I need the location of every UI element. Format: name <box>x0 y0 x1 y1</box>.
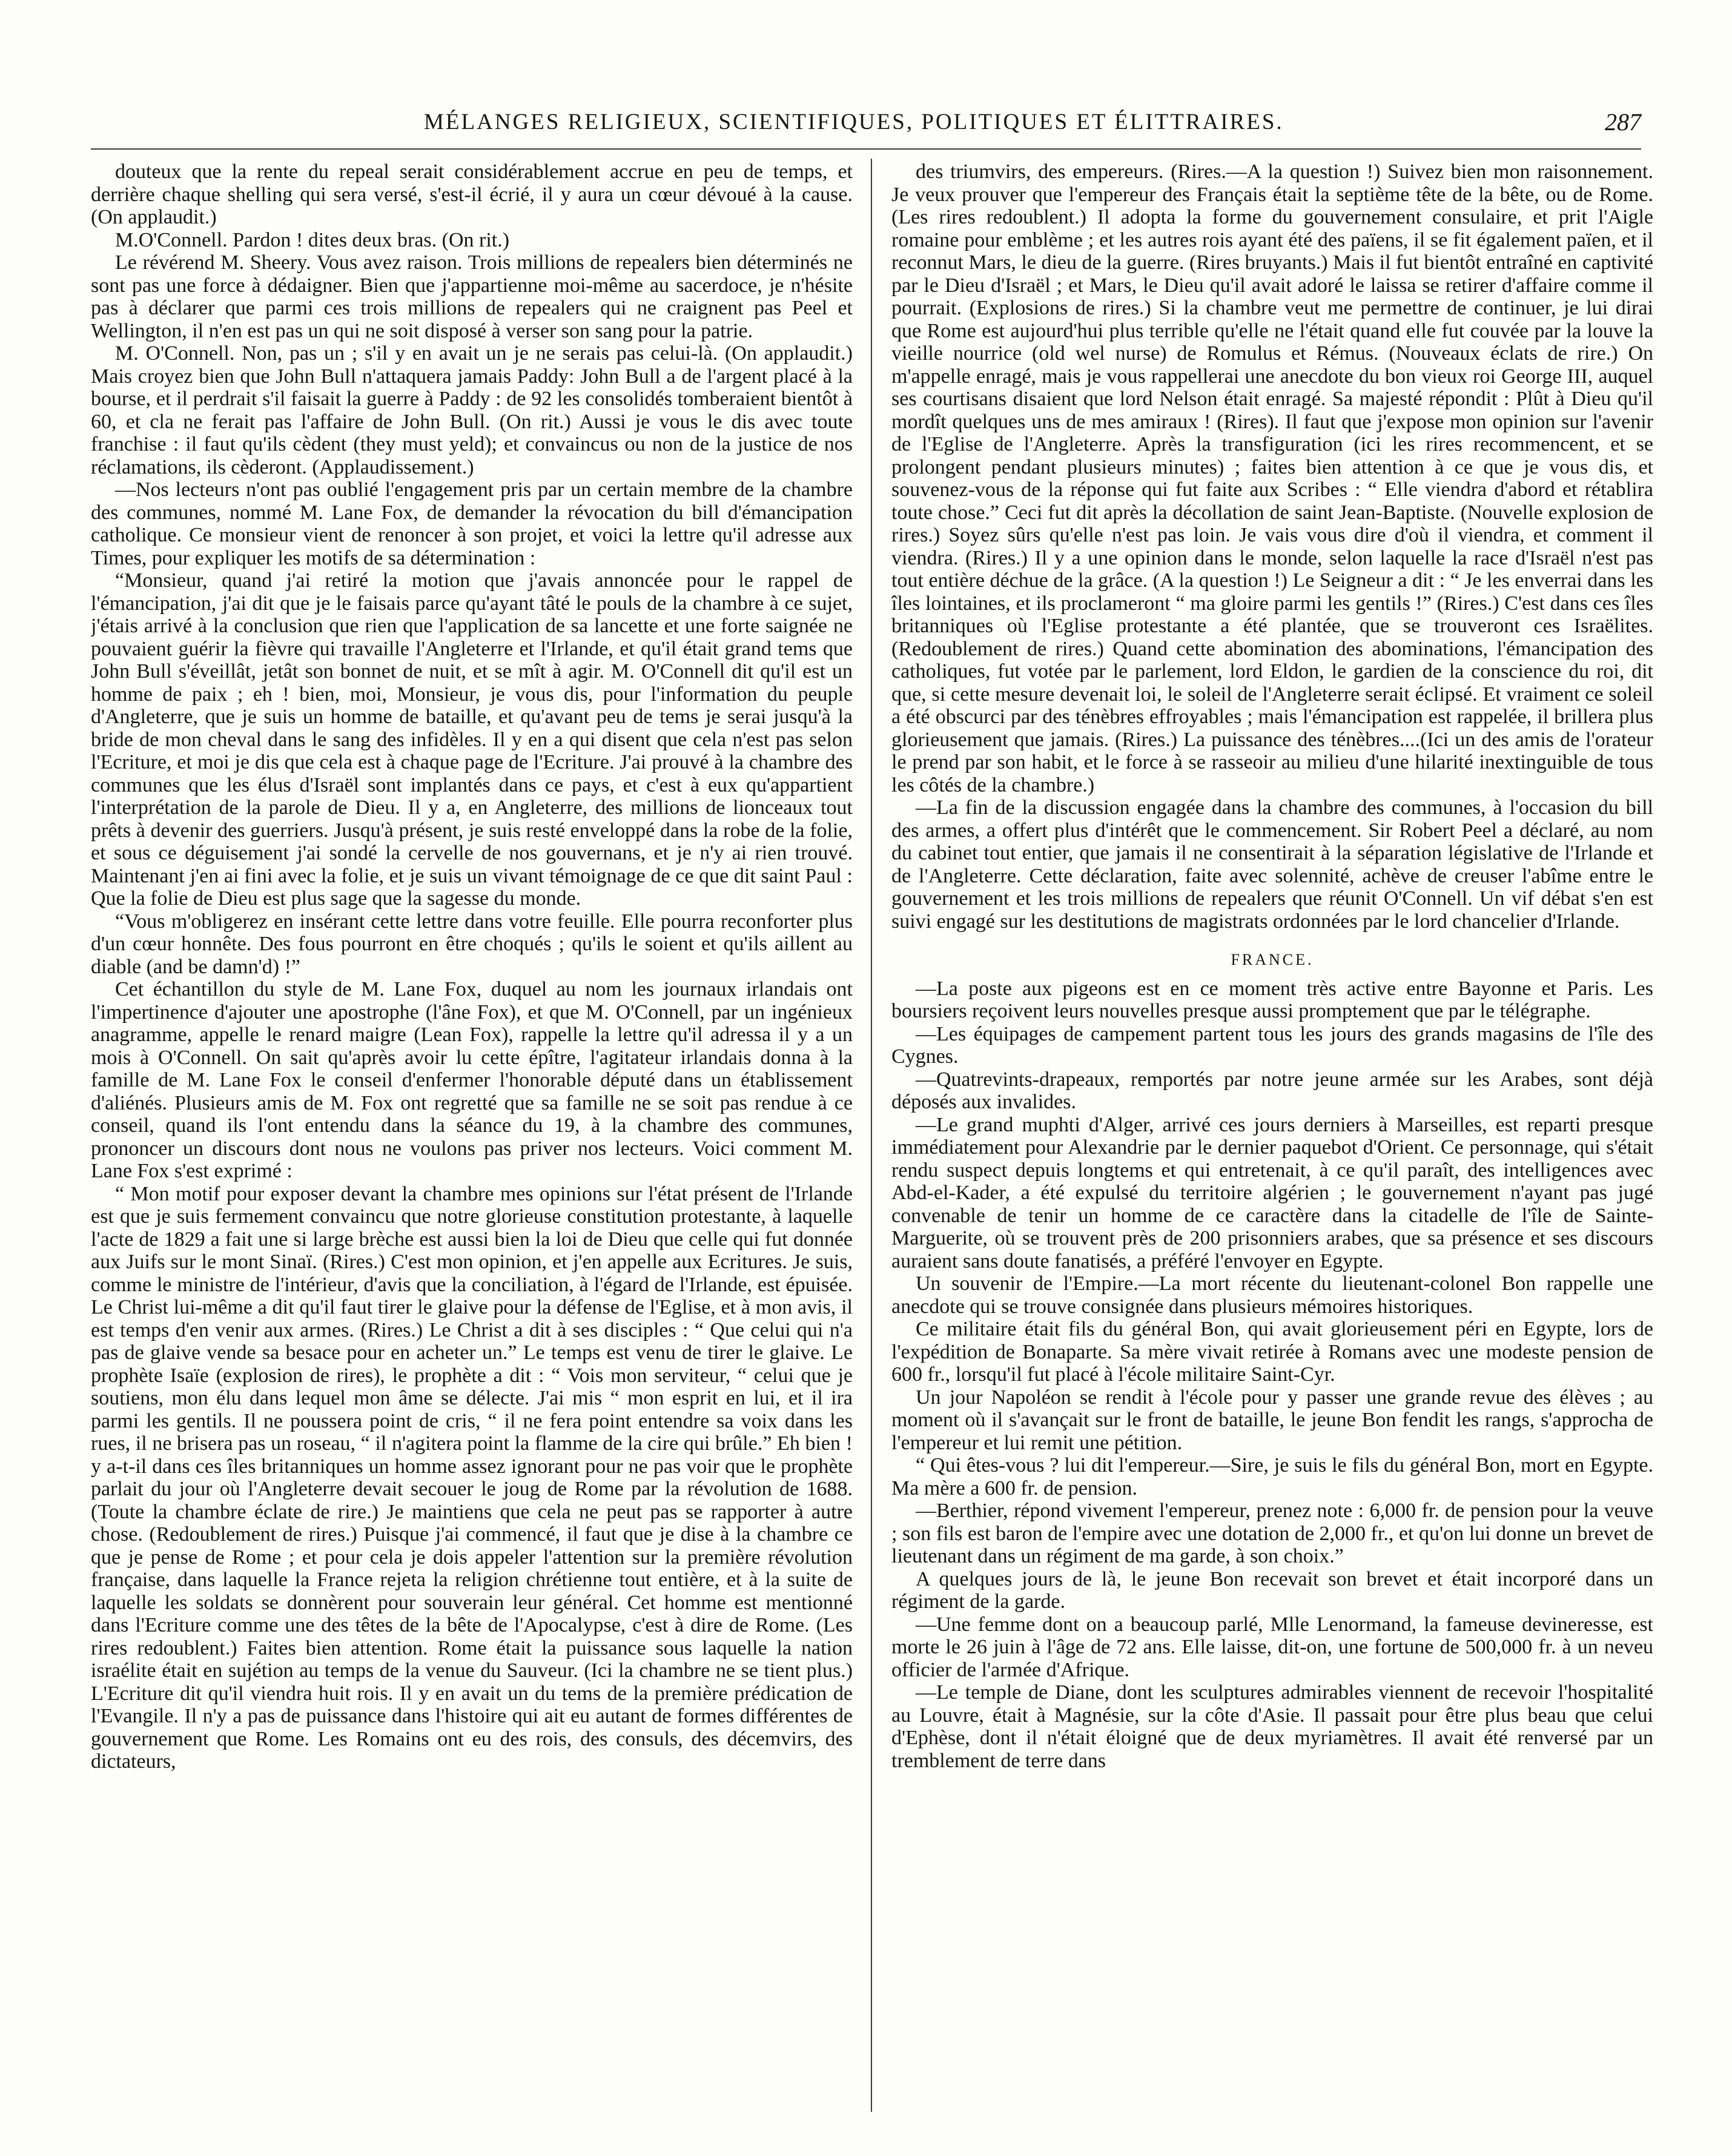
paragraph: —Nos lecteurs n'ont pas oublié l'engagement pris par un certain membre de la chambre des communes, nommé M. Lane Fox, de demander la révocation du bill d'émancipation catholique. Ce monsieur vient de renoncer à son projet, et voici la lettre qu'il adresse aux Times, pour expliquer les motifs de sa détermination : <box>91 478 853 569</box>
paragraph: —La poste aux pigeons est en ce moment très active entre Bayonne et Paris. Les boursiers reçoivent leurs nouvelles presque aussi promptement que par le télégraphe. <box>891 977 1653 1022</box>
paragraph: Le révérend M. Sheery. Vous avez raison. Trois millions de repealers bien déterminés ne sont pas une force à dédaigner. Bien que j'appartienne moi-même au sacerdoce, je n'hésite pas à déclarer que parmi ces trois millions de repealers qui ne craignent pas Peel et Wellington, il n'en est pas un qui ne soit disposé à verser son sang pour la patrie. <box>91 251 853 342</box>
paragraph: “ Qui êtes-vous ? lui dit l'empereur.—Sire, je suis le fils du général Bon, mort en Egypte. Ma mère a 600 fr. de pension. <box>891 1454 1653 1500</box>
left-column <box>91 160 853 2111</box>
paragraph: Ce militaire était fils du général Bon, qui avait glorieusement péri en Egypte, lors de l'expédition de Bonaparte. Sa mère vivait retirée à Romans avec une modeste pension de 600 fr., lorsqu'il fut placé à l'école militaire Saint-Cyr. <box>891 1318 1653 1386</box>
paragraph: —Quatrevints-drapeaux, remportés par notre jeune armée sur les Arabes, sont déjà déposés aux invalides. <box>891 1068 1653 1113</box>
paragraph: —Le grand muphti d'Alger, arrivé ces jours derniers à Marseilles, est reparti presque immédiatement pour Alexandrie par le dernier paquebot d'Orient. Ce personnage, qui s'était rendu suspect depuis longtems et qui entretenait, à ce qu'il paraît, des intelligences avec Abd-el-Kader, a été expulsé du territoire algérien ; le gouvernement n'ayant pas jugé convenable de tenir un homme de ce caractère dans la citadelle de l'île de Sainte-Marguerite, où se trouvent près de 200 prisonniers arabes, que sa présence et ses discours auraient sans doute fanatisés, a préféré l'envoyer en Egypte. <box>891 1113 1653 1272</box>
paragraph: “ Mon motif pour exposer devant la chambre mes opinions sur l'état présent de l'Irlande est que je suis fermement convaincu que notre glorieuse constitution protestante, à laquelle l'acte de 1829 a fait une si large brèche est aussi bien la loi de Dieu que celle qui fut donnée aux Juifs sur le mont Sinaï. (Rires.) C'est mon opinion, et j'en appelle aux Ecritures. Je suis, comme le ministre de l'intérieur, d'avis que la conciliation, à l'égard de l'Irlande, est épuisée. Le Christ lui-même a dit qu'il faut tirer le glaive pour la défense de l'Eglise, et à mon avis, il est temps d'en venir aux armes. (Rires.) Le Christ a dit à ses disciples : “ Que celui qui n'a pas de glaive vende sa besace pour en acheter un.” Le temps est venu de tirer le glaive. Le prophète Isaïe (explosion de rires), le prophète a dit : “ Vois mon serviteur, “ celui que je soutiens, mon élu dans lequel mon âme se délecte. J'ai mis “ mon esprit en lui, et il ira parmi les gentils. Il ne poussera point de cris, “ il ne fera point entendre sa voix dans les rues, il ne brisera pas un roseau, “ il n'agitera point la flamme de la cire qui brûle.” Eh bien ! y a-t-il dans ces îles britanniques un homme assez ignorant pour ne pas voir que le prophète parlait du jour où l'Angleterre devait secouer le joug de Rome par la révolution de 1688. (Toute la chambre éclate de rire.) Je maintiens que cela ne peut pas se rapporter à autre chose. (Redoublement de rires.) Puisque j'ai commencé, il faut que je dise à la chambre ce que je pense de Rome ; et pour cela je dois appeler l'attention sur la première révolution française, dans laquelle la France rejeta la religion chrétienne tout entière, et à la suite de laquelle les soldats se donnèrent pour souverain leur général. Cet homme est mentionné dans l'Ecriture comme une des têtes de la bête de l'Apocalypse, c'est à dire de Rome. (Les rires redoublent.) Faites bien attention. Rome était la puissance sous laquelle la nation israélite était en sujétion au temps de la venue du Sauveur. (Ici la chambre ne se tient plus.) L'Ecriture dit qu'il viendra huit rois. Il y en avait un du tems de la première prédication de l'Evangile. Il n'y a pas de puissance dans l'histoire qui ait eu autant de formes différentes de gouvernement que Rome. Les Romains ont eu des rois, des consuls, des décemvirs, des dictateurs, <box>91 1182 853 1773</box>
paragraph: —La fin de la discussion engagée dans la chambre des communes, à l'occasion du bill des armes, a offert plus d'intérêt que le commencement. Sir Robert Peel a déclaré, au nom du cabinet tout entier, que jamais il ne consentirait à la séparation législative de l'Irlande et de l'Angleterre. Cette déclaration, faite avec solennité, achève de creuser l'abîme entre le gouvernement et les trois millions de repealers que réunit O'Connell. Un vif débat s'en est suivi engagé sur les destitutions de magistrats ordonnées par le lord chancelier d'Irlande. <box>891 796 1653 933</box>
section-heading-france: FRANCE. <box>1231 951 1314 968</box>
paragraph: “Monsieur, quand j'ai retiré la motion que j'avais annoncée pour le rappel de l'émancipation, j'ai dit que je le faisais parce qu'ayant tâté le pouls de la chambre à ce sujet, j'étais arrivé à la conclusion que rien que l'application de sa lancette et une forte saignée ne pouvaient guérir la fièvre qui travaille l'Angleterre et l'Irlande, et qu'il était grand tems que John Bull s'éveillât, jetât son bonnet de nuit, et se mît à agir. M. O'Connell dit qu'il est un homme de paix ; eh ! bien, moi, Monsieur, je vous dis, pour l'information du peuple d'Angleterre, que je suis un homme de bataille, et qu'avant peu de tems je serai jusqu'à la bride de mon cheval dans le sang des infidèles. Il y en a qui disent que cela n'est pas selon l'Ecriture, et moi je dis que cela est à chaque page de l'Ecriture. J'ai prouvé à la chambre des communes que les élus d'Israël sont implantés dans ce pays, et c'est à eux qu'appartient l'interprétation de la parole de Dieu. Il y a, en Angleterre, des millions de lionceaux tout prêts à devenir des guerriers. Jusqu'à présent, je suis resté enveloppé dans la robe de la folie, et sous ce déguisement j'ai sondé la cervelle de nos gouvernans, et je n'y ai rien trouvé. Maintenant j'en ai fini avec la folie, et je suis un vivant témoignage de ce que dit saint Paul : Que la folie de Dieu est plus sage que la sagesse du monde. <box>91 569 853 910</box>
column-divider <box>871 159 872 2112</box>
paragraph: des triumvirs, des empereurs. (Rires.—A la question !) Suivez bien mon raisonnement. Je veux prouver que l'empereur des Français était la septième tête de la bête, ou de Rome. (Les rires redoublent.) Il adopta la forme du gouvernement consulaire, et prit l'Aigle romaine pour emblème ; et les autres rois ayant été des païens, il se fit également païen, et il reconnut Mars, le dieu de la guerre. (Rires bruyants.) Mais il fut bientôt entraîné en captivité par le Dieu d'Israël ; et Mars, le Dieu qu'il avait adoré le laissa se retirer d'affaire comme il pourrait. (Explosions de rires.) Si la chambre veut me permettre de continuer, je lui dirai que Rome est aujourd'hui plus terrible qu'elle ne l'était quand elle fut couvée par la louve la vieille nourrice (old wel nurse) de Romulus et Rémus. (Nouveaux éclats de rire.) On m'appelle enragé, mais je vous rappellerai une anecdote du bon vieux roi George III, auquel ses courtisans disaient que lord Nelson était enragé. Sa majesté répondit : Plût à Dieu qu'il mordît quelques uns de mes amiraux ! (Rires). Il faut que j'expose mon opinion sur l'avenir de l'Eglise de l'Angleterre. Après la transfiguration (ici les rires recommencent, et se prolongent pendant plusieurs minutes) ; faites bien attention à ce que je vous dis, et souvenez-vous de la réponse qui fut faite aux Scribes : “ Elle viendra d'abord et rétablira toute chose.” Ceci fut dit après la décollation de saint Jean-Baptiste. (Nouvelle explosion de rires.) Soyez sûrs qu'elle n'est pas loin. Je vais vous dire d'où il viendra, et comment il viendra. (Rires.) Il y a une opinion dans le monde, selon laquelle la race d'Israël n'est pas tout entière déchue de la grâce. (A la question !) Le Seigneur a dit : “ Je les enverrai dans les îles lointaines, et ils proclameront “ ma gloire parmi les gentils !” (Rires.) C'est dans ces îles britanniques où l'Eglise protestante a été plantée, que se trouveront ces Israëlites. (Redoublement de rires.) Quand cette abomination des abominations, l'émancipation des catholiques, fut votée par le parlement, lord Eldon, le gardien de la conscience du roi, dit que, si cette mesure devenait loi, le soleil de l'Angleterre serait éclipsé. Et vraiment ce soleil a été obscurci par des ténèbres effroyables ; mais l'émancipation est rappelée, il brillera plus glorieusement que jamais. (Rires.) La puissance des ténèbres....(Ici un des amis de l'orateur le prend par son habit, et le force à se rasseoir au milieu d'une hilarité inextinguible de tous les côtés de la chambre.) <box>891 160 1653 796</box>
paragraph: M.O'Connell. Pardon ! dites deux bras. (On rit.) <box>115 228 510 251</box>
paragraph: —Berthier, répond vivement l'empereur, prenez note : 6,000 fr. de pension pour la veuve ; son fils est baron de l'empire avec une dotation de 2,000 fr., et qu'on lui donne un brevet de lieutenant dans un régiment de ma garde, à son choix.” <box>891 1500 1653 1567</box>
page-number: 287 <box>1605 108 1641 136</box>
paragraph: —Les équipages de campement partent tous les jours des grands magasins de l'île des Cygnes. <box>891 1022 1653 1068</box>
header-rule <box>91 148 1641 150</box>
paragraph: Un jour Napoléon se rendit à l'école pour y passer une grande revue des élèves ; au moment où il s'avançait sur le front de bataille, le jeune Bon fendit les rangs, s'approcha de l'empereur et lui remit une pétition. <box>891 1386 1653 1454</box>
paragraph: douteux que la rente du repeal serait considérablement accrue en peu de temps, et derrière chaque shelling qui sera versé, s'est-il écrié, il y aura un cœur dévoué à la cause. (On applaudit.) <box>91 160 853 228</box>
running-header: MÉLANGES RELIGIEUX, SCIENTIFIQUES, POLITIQUES ET ÉLITTRAIRES. <box>424 110 1284 134</box>
paragraph: —Le temple de Diane, dont les sculptures admirables viennent de recevoir l'hospitalité au Louvre, était à Magnésie, sur la côte d'Asie. Il passait pour être plus beau que celui d'Ephèse, dont il n'était éloigné que de deux myriamètres. Il avait été renversé par un tremblement de terre dans <box>891 1681 1653 1772</box>
paragraph: M. O'Connell. Non, pas un ; s'il y en avait un je ne serais pas celui-là. (On applaudit.) Mais croyez bien que John Bull n'attaquera jamais Paddy: John Bull a de l'argent placé à la bourse, et il perdrait s'il faisait la guerre à Paddy : de 92 les consolidés tomberaient bientôt à 60, et cla ne ferait pas l'affaire de John Bull. (On rit.) Aussi je vous le dis avec toute franchise : il faut qu'ils cèdent (they must yeld); et convaincus ou non de la justice de nos réclamations, ils cèderont. (Applaudissement.) <box>91 342 853 478</box>
paragraph: A quelques jours de là, le jeune Bon recevait son brevet et était incorporé dans un régiment de la garde. <box>891 1567 1653 1613</box>
paragraph: Cet échantillon du style de M. Lane Fox, duquel au nom les journaux irlandais ont l'impertinence d'ajouter une apostrophe (l'âne Fox), et que M. O'Connell, par un ingénieux anagramme, appelle le renard maigre (Lean Fox), rappelle la lettre qu'il adressa il y a un mois à O'Connell. On sait qu'après avoir lu cette épître, l'agitateur irlandais donna à la famille de M. Lane Fox le conseil d'enfermer l'honorable député dans un établissement d'aliénés. Plusieurs amis de M. Fox ont regretté que sa famille ne se soit pas rendue à ce conseil, quand ils l'ont entendu dans la séance du 19, à la chambre des communes, prononcer un discours dont nous ne voulons pas priver nos lecteurs. Voici comment M. Lane Fox s'est exprimé : <box>91 978 853 1182</box>
paragraph: —Une femme dont on a beaucoup parlé, Mlle Lenormand, la fameuse devineresse, est morte le 26 juin à l'âge de 72 ans. Elle laisse, dit-on, une fortune de 500,000 fr. à un neveu officier de l'armée d'Afrique. <box>891 1613 1653 1681</box>
right-column <box>891 160 1653 2111</box>
paragraph: “Vous m'obligerez en insérant cette lettre dans votre feuille. Elle pourra reconforter plus d'un cœur honnête. Des fous pourront en être choqués ; qu'ils le soient et qu'ils aillent au diable (and be damn'd) !” <box>91 910 853 978</box>
paragraph: Un souvenir de l'Empire.—La mort récente du lieutenant-colonel Bon rappelle une anecdote qui se trouve consignée dans plusieurs mémoires historiques. <box>891 1272 1653 1318</box>
